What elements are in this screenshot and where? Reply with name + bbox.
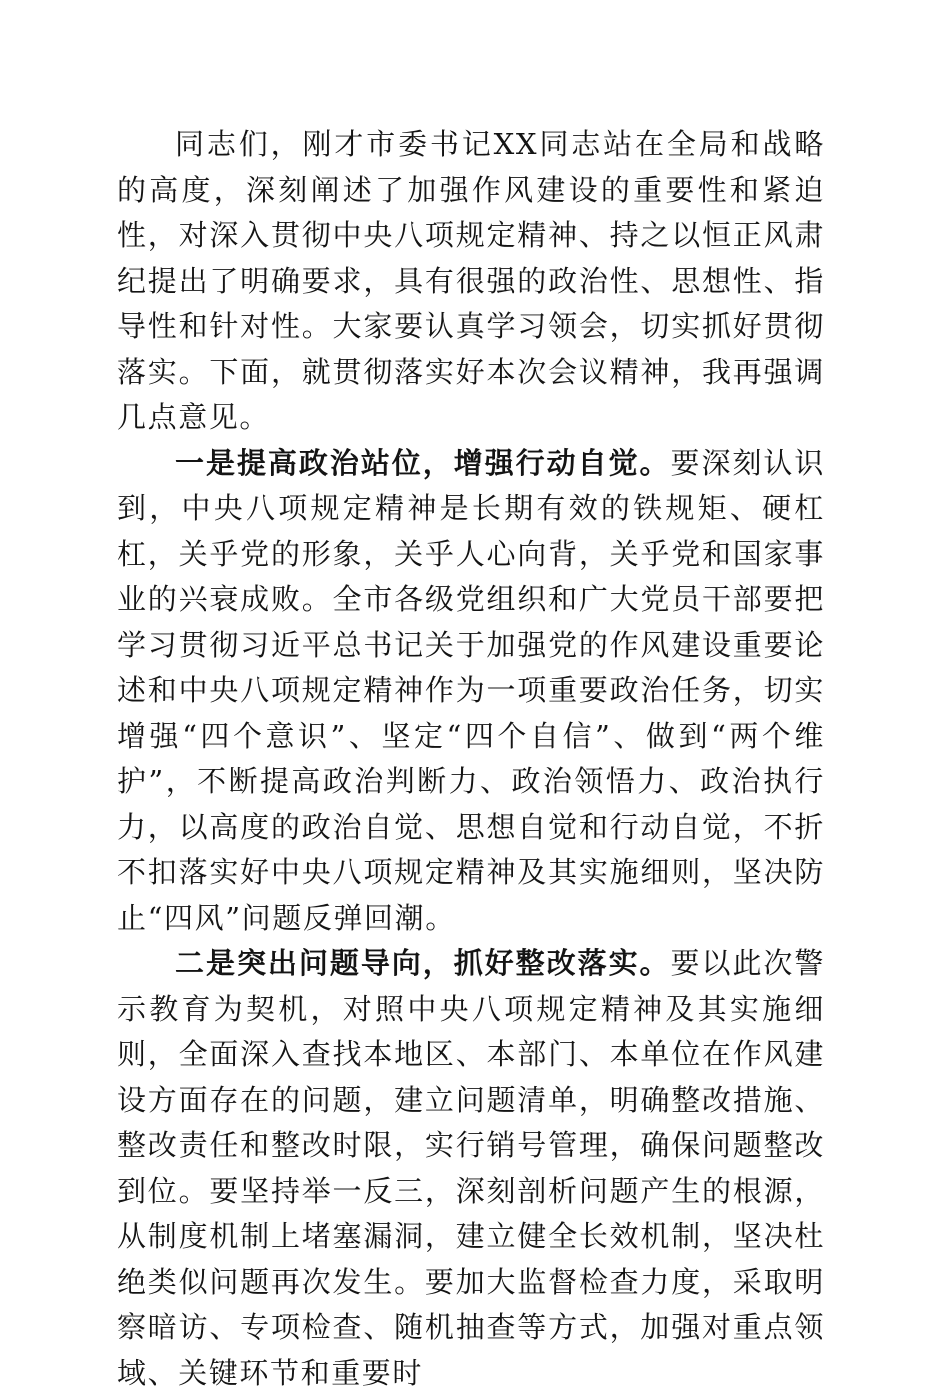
paragraph-point-two (117, 941, 825, 1396)
paragraph-lead: 二是突出问题导向，抓好整改落实。 (175, 946, 671, 980)
paragraph-point-one (117, 441, 825, 942)
paragraph-text: 要以此次警示教育为契机，对照中央八项规定精神及其实施细则，全面深入查找本地区、本部门、本单位在作风建设方面存在的问题，建立问题清单，明确整改措施、整改责任和整改时限，实行销号管理，确保问题整改到位。要坚持举一反三，深刻剖析问题产生的根源，从制度机制上堵塞漏洞，建立健全长效机制，坚决杜绝类似问题再次发生。要加大监督检查力度，采取明察暗访、专项检查、随机抽查等方式，加强对重点领域、关键环节和重要时 (117, 946, 825, 1390)
paragraph-text: 要深刻认识到，中央八项规定精神是长期有效的铁规矩、硬杠杠，关乎党的形象，关乎人心向背，关乎党和国家事业的兴衰成败。全市各级党组织和广大党员干部要把学习贯彻习近平总书记关于加强党的作风建设重要论述和中央八项规定精神作为一项重要政治任务，切实增强“四个意识”、坚定“四个自信”、做到“两个维护”，不断提高政治判断力、政治领悟力、政治执行力，以高度的政治自觉、思想自觉和行动自觉，不折不扣落实好中央八项规定精神及其实施细则，坚决防止“四风”问题反弹回潮。 (117, 445, 825, 935)
document-body (117, 122, 825, 1396)
paragraph-lead: 一是提高政治站位，增强行动自觉。 (175, 445, 671, 480)
paragraph-text: 同志们，刚才市委书记XX同志站在全局和战略的高度，深刻阐述了加强作风建设的重要性和紧迫性，对深入贯彻中央八项规定精神、持之以恒正风肃纪提出了明确要求，具有很强的政治性、思想性、指导性和针对性。大家要认真学习领会，切实抓好贯彻落实。下面，就贯彻落实好本次会议精神，我再强调几点意见。 (117, 127, 825, 434)
paragraph-intro (117, 122, 825, 441)
